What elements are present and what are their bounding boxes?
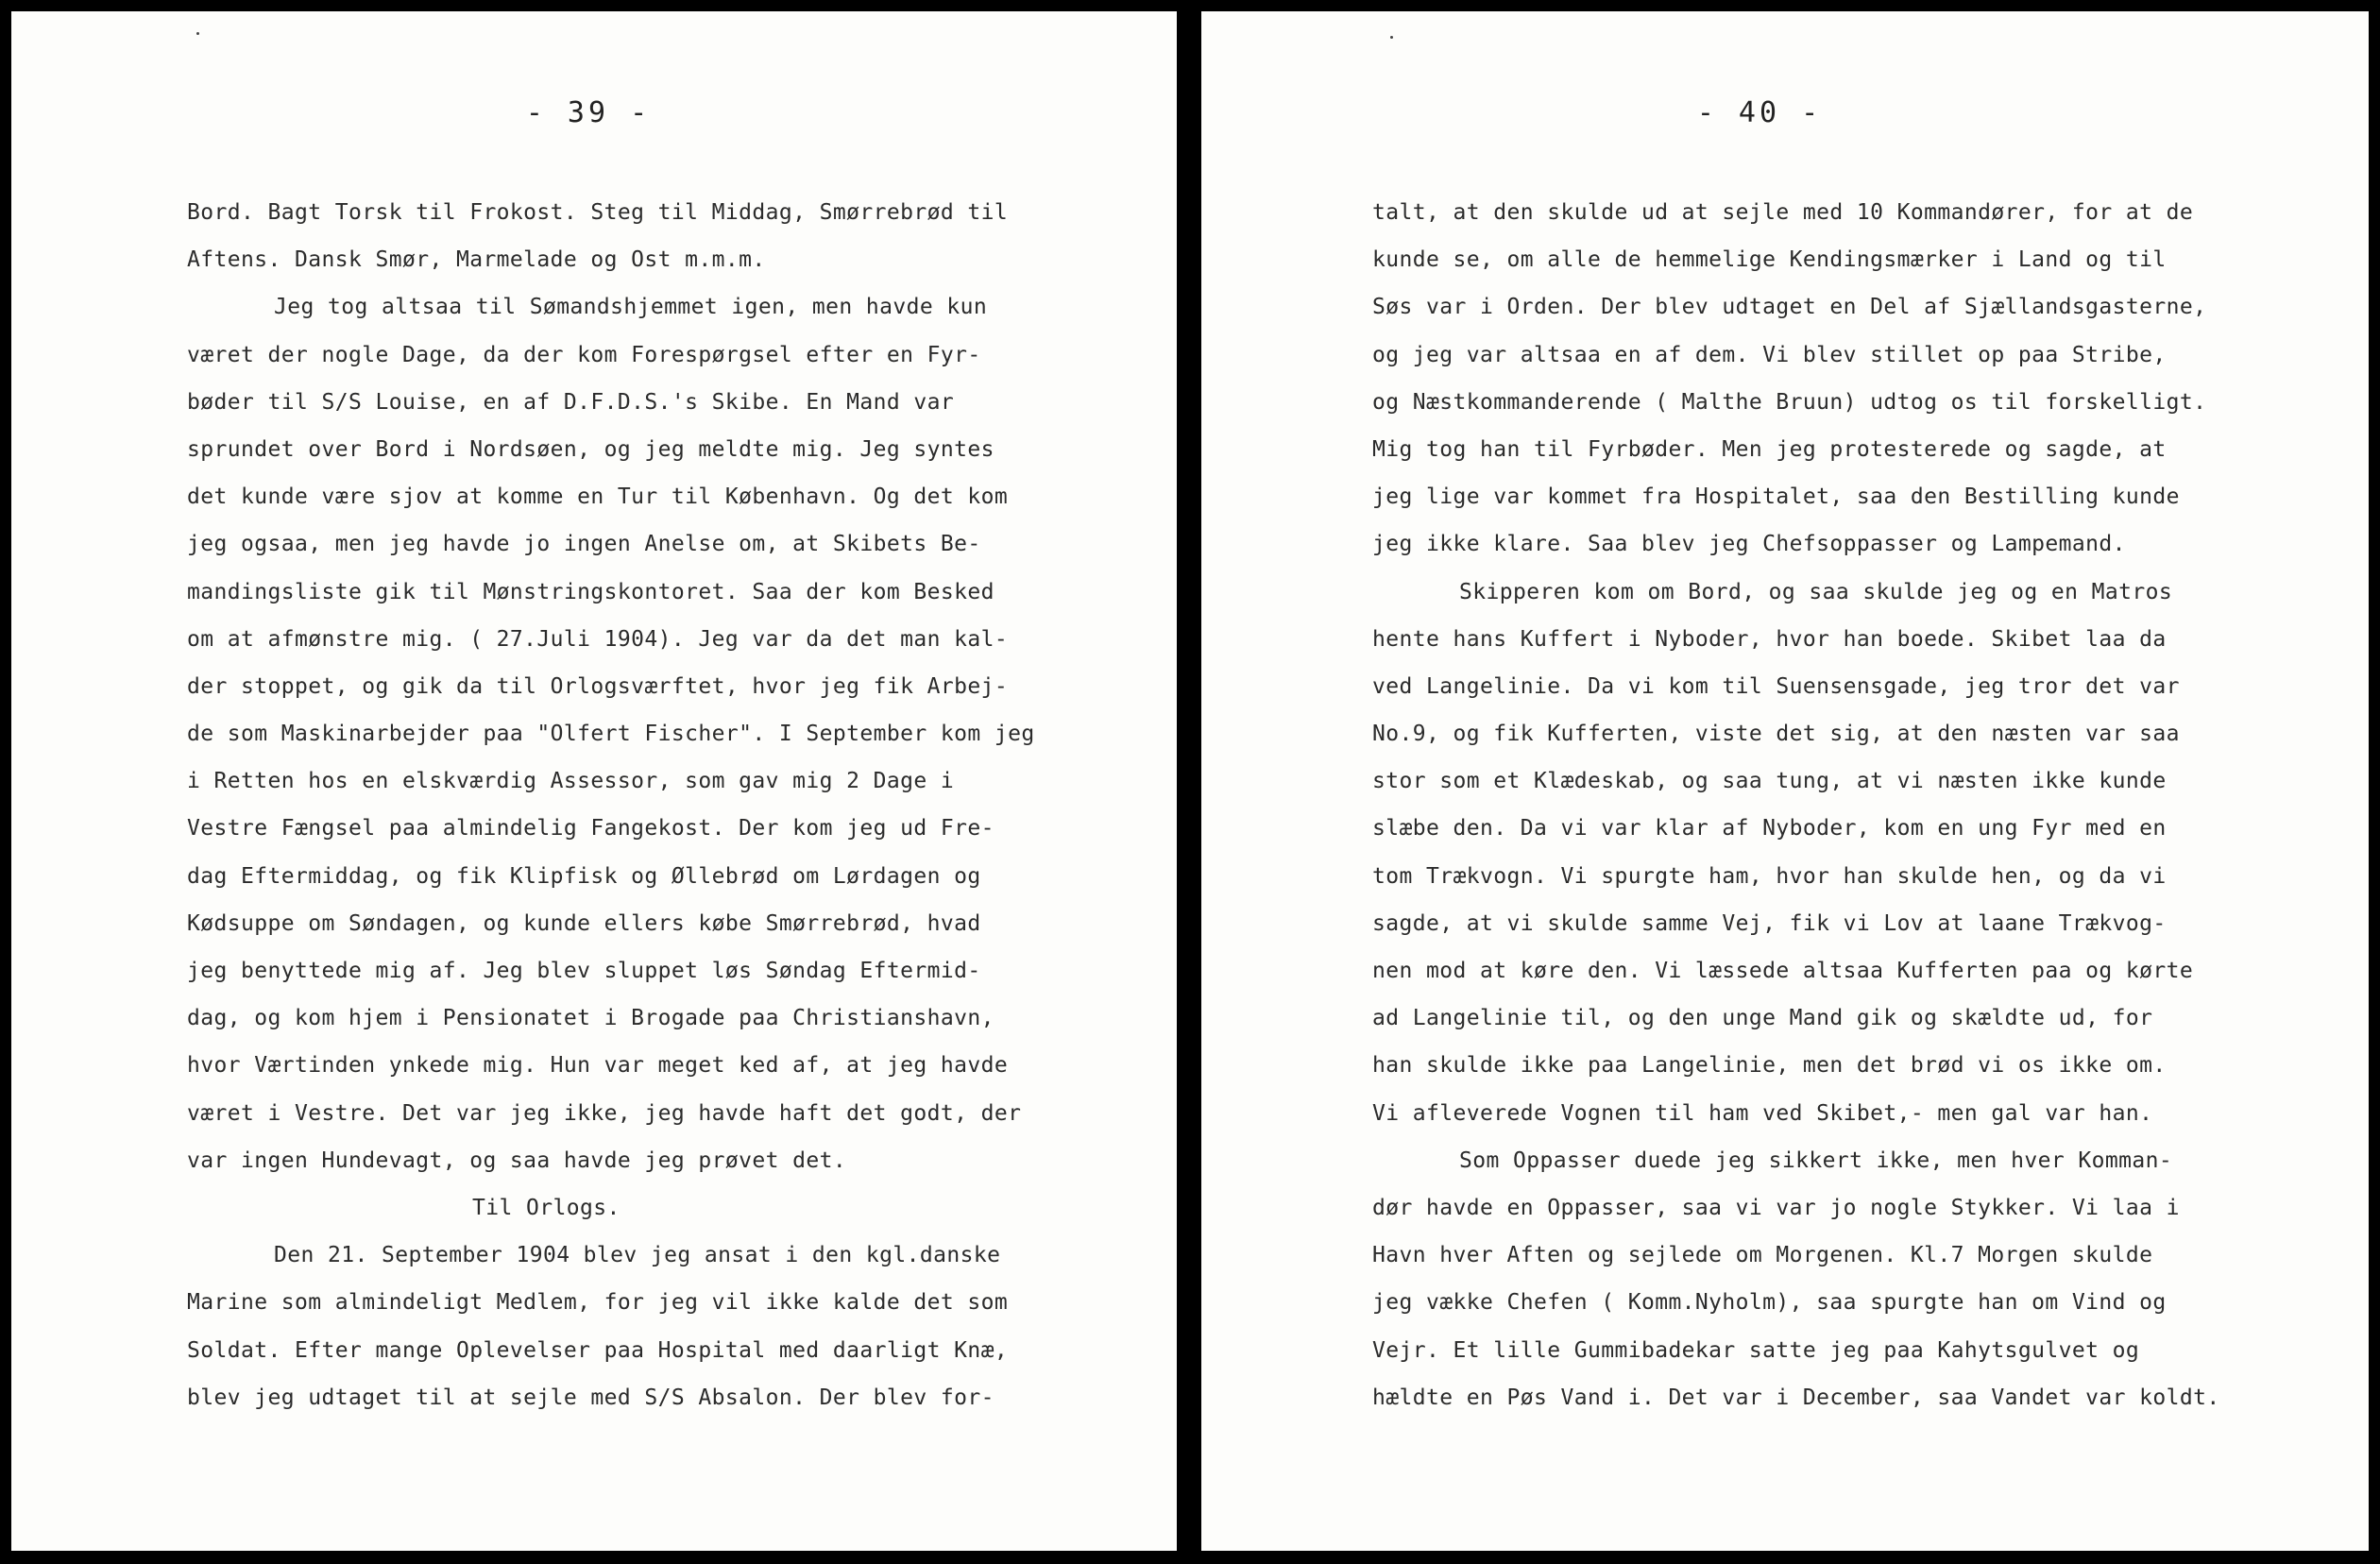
text-line: jeg vække Chefen ( Komm.Nyholm), saa spurgte han om Vind og bbox=[1372, 1290, 2167, 1316]
text-line: Mig tog han til Fyrbøder. Men jeg protesterede og sagde, at bbox=[1372, 436, 2167, 462]
text-line: i Retten hos en elskværdig Assessor, som gav mig 2 Dage i bbox=[187, 769, 955, 794]
left-page-text bbox=[187, 189, 1035, 1421]
text-line: hældte en Pøs Vand i. Det var i December, saa Vandet var koldt. bbox=[1372, 1385, 2220, 1410]
text-line: mandingsliste gik til Mønstringskontoret. Saa der kom Besked bbox=[187, 579, 994, 604]
text-line: og jeg var altsaa en af dem. Vi blev stillet op paa Stribe, bbox=[1372, 342, 2167, 367]
text-line: hente hans Kuffert i Nyboder, hvor han boede. Skibet laa da bbox=[1372, 626, 2167, 652]
text-line: Marine som almindeligt Medlem, for jeg vil ikke kalde det som bbox=[187, 1290, 1009, 1316]
text-line: ad Langelinie til, og den unge Mand gik og skældte ud, for bbox=[1372, 1006, 2153, 1031]
section-heading: Til Orlogs. bbox=[472, 1195, 620, 1220]
text-line: dør havde en Oppasser, saa vi var jo nogle Stykker. Vi laa i bbox=[1372, 1195, 2180, 1220]
text-line: der stoppet, og gik da til Orlogsværftet, hvor jeg fik Arbej- bbox=[187, 673, 1009, 699]
text-line: blev jeg udtaget til at sejle med S/S Absalon. Der blev for- bbox=[187, 1385, 994, 1410]
text-line: han skulde ikke paa Langelinie, men det brød vi os ikke om. bbox=[1372, 1053, 2167, 1079]
text-line: Havn hver Aften og sejlede om Morgenen. Kl.7 Morgen skulde bbox=[1372, 1243, 2153, 1268]
text-line: dag Eftermiddag, og fik Klipfisk og Øllebrød om Lørdagen og bbox=[187, 863, 981, 889]
text-line: Vestre Fængsel paa almindelig Fangekost. Der kom jeg ud Fre- bbox=[187, 816, 994, 842]
text-line: Bord. Bagt Torsk til Frokost. Steg til Middag, Smørrebrød til bbox=[187, 200, 1009, 225]
text-line: og Næstkommanderende ( Malthe Bruun) udtog os til forskelligt. bbox=[1372, 389, 2207, 415]
text-line: været i Vestre. Det var jeg ikke, jeg havde haft det godt, der bbox=[187, 1100, 1022, 1126]
text-line: hvor Værtinden ynkede mig. Hun var meget ked af, at jeg havde bbox=[187, 1053, 1009, 1079]
text-line: været der nogle Dage, da der kom Forespørgsel efter en Fyr- bbox=[187, 342, 981, 367]
scan-speck bbox=[196, 32, 199, 35]
text-line: No.9, og fik Kufferten, viste det sig, at den næsten var saa bbox=[1372, 722, 2180, 747]
scan-speck bbox=[1390, 36, 1393, 39]
page-number-left: - 39 - bbox=[525, 96, 652, 129]
right-page bbox=[1201, 11, 2369, 1551]
text-line: sagde, at vi skulde samme Vej, fik vi Lov at laane Trækvog- bbox=[1372, 910, 2167, 936]
text-line: Søs var i Orden. Der blev udtaget en Del af Sjællandsgasterne, bbox=[1372, 295, 2207, 320]
text-line: Kødsuppe om Søndagen, og kunde ellers købe Smørrebrød, hvad bbox=[187, 910, 981, 936]
text-line: Soldat. Efter mange Oplevelser paa Hospital med daarligt Knæ, bbox=[187, 1337, 1009, 1363]
text-line: var ingen Hundevagt, og saa havde jeg prøvet det. bbox=[187, 1148, 847, 1173]
text-line: dag, og kom hjem i Pensionatet i Brogade paa Christianshavn, bbox=[187, 1006, 994, 1031]
text-line: jeg lige var kommet fra Hospitalet, saa den Bestilling kunde bbox=[1372, 484, 2180, 510]
text-line: Skipperen kom om Bord, og saa skulde jeg og en Matros bbox=[1459, 579, 2173, 604]
text-line: sprundet over Bord i Nordsøen, og jeg meldte mig. Jeg syntes bbox=[187, 436, 994, 462]
text-line: jeg ogsaa, men jeg havde jo ingen Anelse om, at Skibets Be- bbox=[187, 532, 981, 557]
text-line: Den 21. September 1904 blev jeg ansat i den kgl.danske bbox=[274, 1243, 1001, 1268]
text-line: stor som et Klædeskab, og saa tung, at vi næsten ikke kunde bbox=[1372, 769, 2167, 794]
text-line: slæbe den. Da vi var klar af Nyboder, kom en ung Fyr med en bbox=[1372, 816, 2167, 842]
left-page bbox=[11, 11, 1177, 1551]
text-line: Aftens. Dansk Smør, Marmelade og Ost m.m.m. bbox=[187, 247, 766, 273]
right-page-text bbox=[1372, 189, 2220, 1421]
text-line: jeg benyttede mig af. Jeg blev sluppet løs Søndag Eftermid- bbox=[187, 959, 981, 983]
text-line: om at afmønstre mig. ( 27.Juli 1904). Jeg var da det man kal- bbox=[187, 626, 1009, 652]
text-line: talt, at den skulde ud at sejle med 10 Kommandører, for at de bbox=[1372, 200, 2194, 225]
text-line: nen mod at køre den. Vi læssede altsaa Kufferten paa og kørte bbox=[1372, 959, 2194, 983]
text-line: Jeg tog altsaa til Sømandshjemmet igen, men havde kun bbox=[274, 295, 988, 320]
text-line: Vi afleverede Vognen til ham ved Skibet,- men gal var han. bbox=[1372, 1100, 2153, 1126]
text-line: Vejr. Et lille Gummibadekar satte jeg paa Kahytsgulvet og bbox=[1372, 1337, 2140, 1363]
text-line: bøder til S/S Louise, en af D.F.D.S.'s Skibe. En Mand var bbox=[187, 389, 955, 415]
text-line: ved Langelinie. Da vi kom til Suensensgade, jeg tror det var bbox=[1372, 673, 2180, 699]
text-line: kunde se, om alle de hemmelige Kendingsmærker i Land og til bbox=[1372, 247, 2167, 273]
text-line: Som Oppasser duede jeg sikkert ikke, men hver Komman- bbox=[1459, 1148, 2173, 1173]
page-number-right: - 40 - bbox=[1696, 96, 1823, 129]
text-line: de som Maskinarbejder paa "Olfert Fischer". I September kom jeg bbox=[187, 722, 1035, 747]
text-line: tom Trækvogn. Vi spurgte ham, hvor han skulde hen, og da vi bbox=[1372, 863, 2167, 889]
text-line: jeg ikke klare. Saa blev jeg Chefsoppasser og Lampemand. bbox=[1372, 532, 2126, 557]
text-line: det kunde være sjov at komme en Tur til København. Og det kom bbox=[187, 484, 1009, 510]
